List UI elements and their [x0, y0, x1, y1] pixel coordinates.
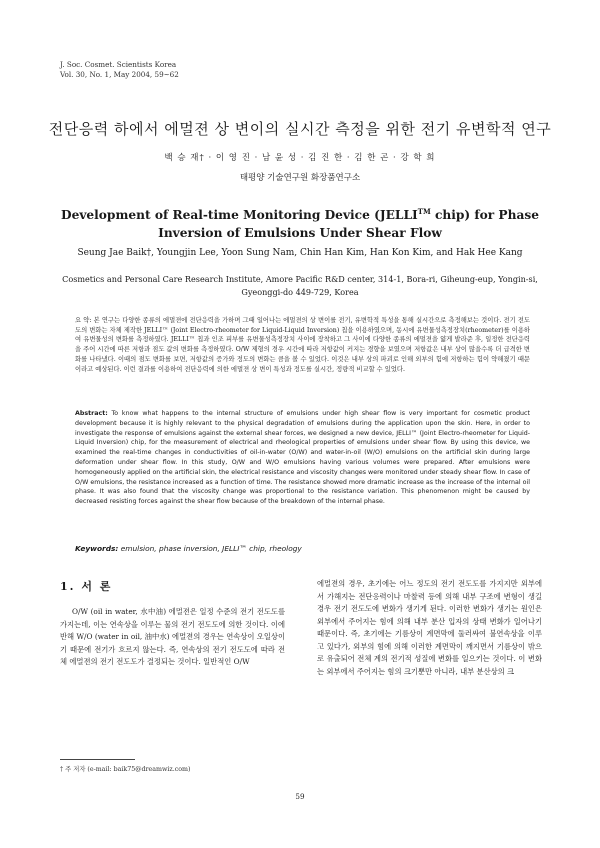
page-number: 59 [295, 792, 305, 801]
right-column [317, 578, 542, 678]
intro-paragraph-right: 에멀젼의 경우, 초기에는 어느 정도의 전기 전도도를 가지지만 외부에서 가해지는 전단응력이나 마찰력 등에 의해 내부 구조에 변형이 생길 경우 전기 전도도에 변화가 생기게 된다. 이러한 변화가 생기는 원인은 외부에서 주어지는 힘에 의해 내부 분산 입자의 상태 변화가 일어나기 때문이다. 즉, 초기에는 기름상이 계면막에 둘러싸여 불연속상을 이루고 있다가, 외부의 힘에 의해 이러한 계면막이 깨지면서 기름상이 밖으로 유출되어 전체 계의 전기적 성질에 변화를 일으키는 것이다. 이 변화는 외부에서 주어지는 힘의 크기뿐만 아니라, 내부 분산상의 크 [317, 579, 542, 676]
intro-paragraph-left: O/W (oil in water, 水中油) 에멀젼은 일정 수준의 전기 전도도를 가지는데, 이는 연속상을 이루는 물의 전기 전도도에 의한 것이다. 이에 반해 W/O (water in oil, 油中水) 에멀젼의 경우는 연속상이 오일상이기 때문에 전기가 흐르지 않는다. 즉, 연속상의 전기 전도도에 따라 전체 에멀젼의 전기 전도도가 결정되는 것이다. 일반적인 O/W [60, 607, 285, 666]
abstract-text: To know what happens to the internal structure of emulsions under high shear flow is very important for cosmetic product development because it is highly relevant to the physical degradation of emulsions during the application upon the skin. Here, in order to investigate the response of emulsions against the external shear forces, we designed a new device, JELLI™ (Joint Electro-rheometer for Liquid-Liquid Inversion) chip, for the measurement of electrical and rheological properties of emulsions under shear flow. By using this device, we examined the real-time changes in conductivities of oil-in-water (O/W) and water-in-oil (W/O) emulsions on the artificial skin during large deformation under shear flow. In this study, O/W and W/O emulsions having various volumes were prepared. After emulsions were homogeneously applied on the artificial skin, the electrical resistance and viscosity changes were monitored under steady shear flow. In case of O/W emulsions, the resistance increased as a function of time. The resistance showed more dramatic increase as the increase of the internal oil phase. It was also found that the viscosity change was proportional to the resistance variation. This phenomenon might be caused by decreased resisting forces against the shear flow because of the breakdown of the internal phase. [75, 410, 530, 506]
english-authors: Seung Jae Baik†, Youngjin Lee, Yoon Sung Nam, Chin Han Kim, Han Kon Kim, and Hak Hee Kang [77, 248, 523, 258]
footnote-divider [60, 759, 135, 760]
english-title [60, 203, 540, 242]
footnote: † 주 저자 (e-mail: baik75@dreamwiz.com) [60, 766, 191, 773]
abstract-label: Abstract: [75, 410, 108, 417]
korean-abstract: 요 약: 본 연구는 다양한 종류의 에멀젼에 전단응력을 가하며 그때 일어나는 에멀젼의 상 변이를 전기, 유변학적 특성을 통해 실시간으로 측정해보는 것이다. 전기 전도도의 변화는 자체 제작한 JELLI™ (Joint Electro-rheometer for Liquid-Liquid Inversion) 칩을 이용하였으며, 동시에 유변물성측정장치(rheometer)를 이용하여 유변물성의 변화를 측정하였다. JELLI™ 칩과 인조 피부를 유변물성측정장치 사이에 장착하고 그 사이에 다양한 종류의 에멀젼을 얇게 발라준 후, 일정한 전단응력을 주어 시간에 따른 저항과 점도 값의 변화를 측정하였다. O/W 제형의 경우 시간에 따라 저항값이 커지는 경향을 보였으며 저항값은 내부 상이 많을수록 더 급격한 변화를 나타냈다. 이때의 점도 변화를 보면, 저항값의 증가와 정도의 변화는 큼을 볼 수 있었다. 이것은 내부 상의 파괴로 인해 외부의 힘에 저항하는 힘이 약해졌기 때문이라고 예상된다. 이런 결과를 이용하여 전단응력에 의한 에멀젼 상 변이 특성과 정도를 실시간, 정량적 비교할 수 있었다. [75, 317, 530, 373]
english-abstract [75, 409, 530, 507]
trademark-mark: TM [417, 207, 431, 216]
journal-volume: Vol. 30, No. 1, May 2004, 59~62 [60, 70, 179, 79]
keywords-text: emulsion, phase inversion, JELLI™ chip, rheology [120, 544, 302, 553]
english-title-rest: chip) for Phase Inversion of Emulsions Under Shear Flow [158, 208, 539, 241]
left-column [60, 578, 285, 669]
keywords-label: Keywords: [75, 544, 119, 553]
english-affiliation: Cosmetics and Personal Care Research Institute, Amore Pacific R&D center, 314-1, Bora-ri, Giheung-eup, Yongin-si, Gyeonggi-do 449-729, Korea [62, 274, 538, 297]
korean-authors: 백 승 재† · 이 영 진 · 남 윤 성 · 김 진 한 · 김 한 곤 · 강 학 희 [164, 153, 436, 163]
keywords [75, 544, 530, 553]
korean-affiliation: 태평양 기술연구원 화장품연구소 [239, 173, 361, 183]
english-title-main: Development of Real-time Monitoring Device (JELLI [61, 208, 418, 223]
journal-header [60, 60, 179, 80]
section-heading: 1. 서 론 [60, 580, 113, 593]
korean-title: 전단응력 하에서 에멀젼 상 변이의 실시간 측정을 위한 전기 유변학적 연구 [48, 120, 552, 138]
journal-name: J. Soc. Cosmet. Scientists Korea [60, 60, 177, 69]
